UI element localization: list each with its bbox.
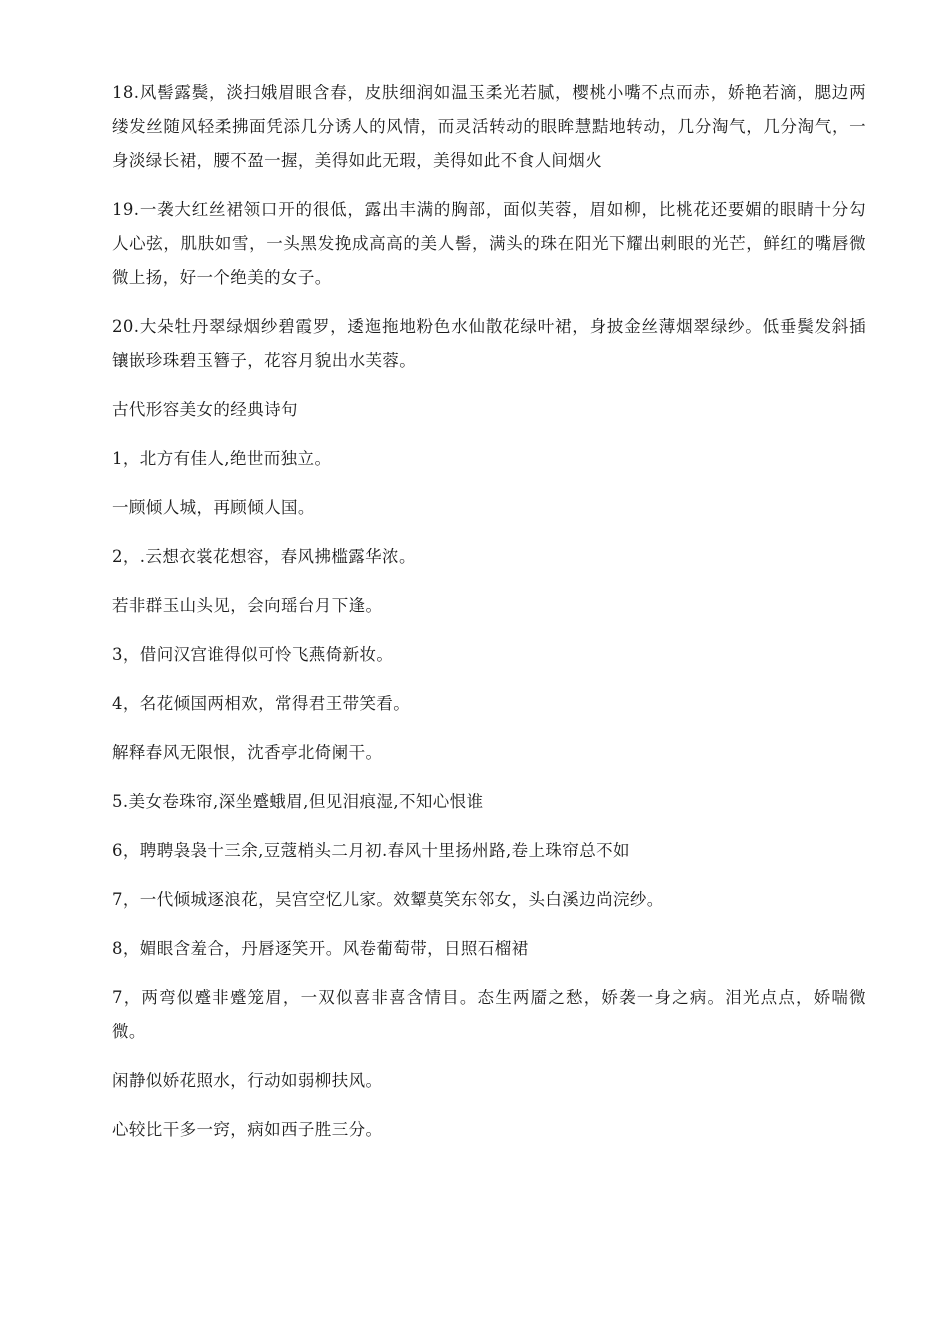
paragraph-19: 19.一袭大红丝裙领口开的很低，露出丰满的胸部，面似芙蓉，眉如柳，比桃花还要媚的眼睛十分勾人心弦，肌肤如雪，一头黑发挽成高高的美人髻，满头的珠在阳光下耀出刺眼的光芒，鲜红的嘴唇微微上扬，好一个绝美的女子。: [112, 200, 866, 287]
poem-line: 一顾倾人城，再顾倾人国。: [112, 498, 315, 517]
section-heading: 古代形容美女的经典诗句: [112, 400, 298, 419]
poem-line: 5.美女卷珠帘,深坐蹙蛾眉,但见泪痕湿,不知心恨谁: [112, 792, 484, 811]
poem-line: 心较比干多一窍，病如西子胜三分。: [112, 1120, 383, 1139]
poem-line: 1，北方有佳人,绝世而独立。: [112, 449, 332, 468]
poem-line: 4，名花倾国两相欢，常得君王带笑看。: [112, 694, 411, 713]
poem-line: 2，.云想衣裳花想容，春风拂槛露华浓。: [112, 547, 416, 566]
poem-line: 3，借问汉宫谁得似可怜飞燕倚新妆。: [112, 645, 394, 664]
poem-line: 解释春风无限恨，沈香亭北倚阑干。: [112, 743, 383, 762]
poem-line: 若非群玉山头见，会向瑶台月下逢。: [112, 596, 383, 615]
paragraph-18: 18.风髻露鬓，淡扫娥眉眼含春，皮肤细润如温玉柔光若腻，樱桃小嘴不点而赤，娇艳若滴，腮边两缕发丝随风轻柔拂面凭添几分诱人的风情，而灵活转动的眼眸慧黠地转动，几分淘气，几分淘气，一身淡绿长裙，腰不盈一握，美得如此无瑕，美得如此不食人间烟火: [112, 83, 866, 170]
poem-line: 8，媚眼含羞合，丹唇逐笑开。风卷葡萄带，日照石榴裙: [112, 939, 529, 958]
document-body: [112, 76, 866, 1162]
poem-line: 闲静似娇花照水，行动如弱柳扶风。: [112, 1071, 383, 1090]
poem-line: 7，一代倾城逐浪花，吴宫空忆儿家。效颦莫笑东邻女，头白溪边尚浣纱。: [112, 890, 664, 909]
paragraph-20: 20.大朵牡丹翠绿烟纱碧霞罗，逶迤拖地粉色水仙散花绿叶裙，身披金丝薄烟翠绿纱。低垂鬓发斜插镶嵌珍珠碧玉簪子，花容月貌出水芙蓉。: [112, 317, 866, 370]
poem-line: 7，两弯似蹙非蹙笼眉，一双似喜非喜含情目。态生两靥之愁，娇袭一身之病。泪光点点，娇喘微微。: [112, 988, 866, 1041]
poem-line: 6，聘聘袅袅十三余,豆蔻梢头二月初.春风十里扬州路,卷上珠帘总不如: [112, 841, 630, 860]
